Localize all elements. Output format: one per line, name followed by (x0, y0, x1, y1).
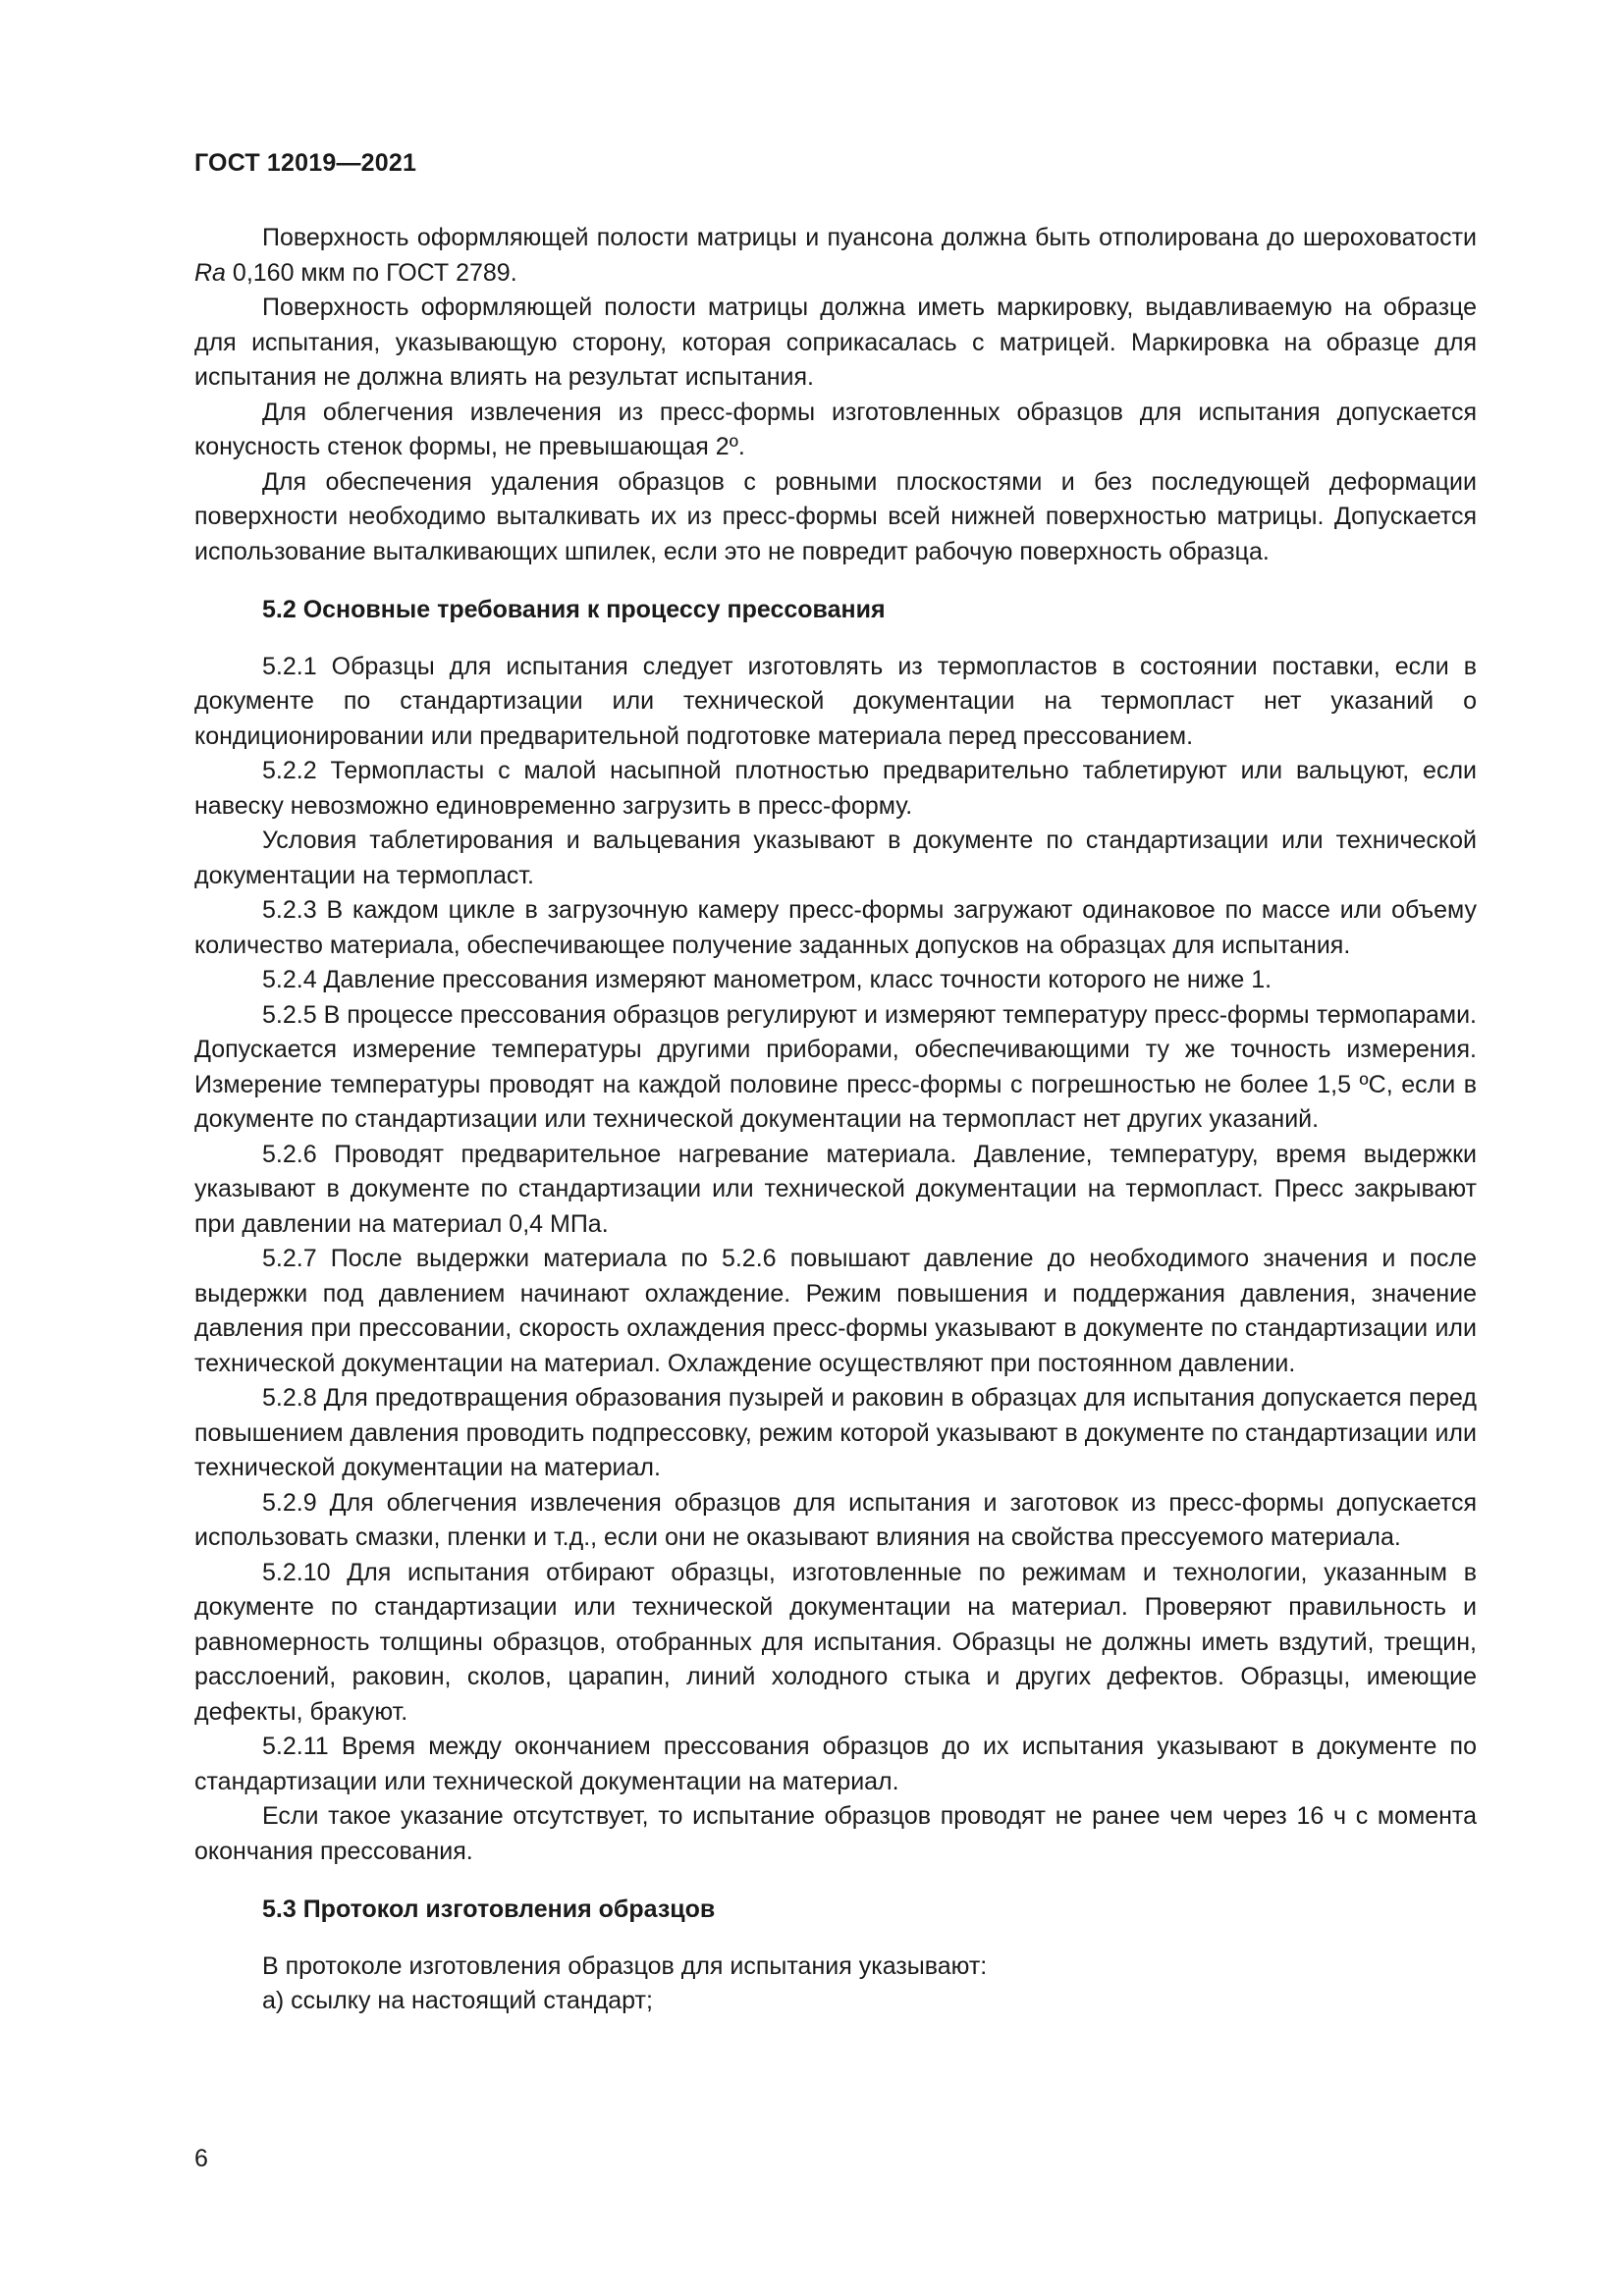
list-item-a: а) ссылку на настоящий стандарт; (262, 1987, 653, 2014)
paragraph-taper: Для облегчения извлечения из пресс-формы изготовленных образцов для испытания допускается конусность стенок формы, не превышающая 2º. (194, 398, 1477, 460)
paragraph-tableting-conditions: Условия таблетирования и вальцевания указывают в документе по стандартизации или технической документации на термопласт. (194, 827, 1477, 889)
clause-5-2-3: 5.2.3 В каждом цикле в загрузочную камеру пресс-формы загружают одинаковое по массе или объему количество материала, обеспечивающее получение заданных допусков на образцах для испытания. (194, 896, 1477, 959)
clause-5-2-8: 5.2.8 Для предотвращения образования пузырей и раковин в образцах для испытания допускается перед повышением давления проводить подпрессовку, режим которой указывают в документе по стандартизации или технической документации на материал. (194, 1384, 1477, 1481)
clause-5-2-1: 5.2.1 Образцы для испытания следует изготовлять из термопластов в состоянии поставки, если в документе по стандартизации или технической документации на термопласт нет указаний о кондиционировании или предварительной подготовке материала перед прессованием. (194, 652, 1477, 750)
clause-5-2-7: 5.2.7 После выдержки материала по 5.2.6 повышают давление до необходимого значения и после выдержки под давлением начинают охлаждение. Режим повышения и поддержания давления, значение давления при прессовании, скорость охлаждения пресс-формы указывают в документе по стандартизации или технической документации на материал. Охлаждение осуществляют при постоянном давлении. (194, 1245, 1477, 1377)
document-body (194, 221, 1477, 2019)
clause-5-2-9: 5.2.9 Для облегчения извлечения образцов для испытания и заготовок из пресс-формы допускается использовать смазки, пленки и т.д., если они не оказывают влияния на свойства прессуемого материала. (194, 1488, 1477, 1551)
clause-5-2-5: 5.2.5 В процессе прессования образцов регулируют и измеряют температуру пресс-формы термопарами. Допускается измерение температуры другими приборами, обеспечивающими ту же точность измерения. Измерение температуры проводят на каждой половине пресс-формы с погрешностью не более 1,5 ºС, если в документе по стандартизации или технической документации на термопласт нет других указаний. (194, 1000, 1477, 1133)
clause-5-2-2: 5.2.2 Термопласты с малой насыпной плотностью предварительно таблетируют или вальцуют, если навеску невозможно единовременно загрузить в пресс-форму. (194, 757, 1477, 820)
page-number: 6 (194, 2145, 208, 2172)
section-heading-5-2: 5.2 Основные требования к процессу прессования (262, 596, 886, 623)
paragraph-polishing: Поверхность оформляющей полости матрицы и пуансона должна быть отполирована до шероховатости Ra 0,160 мкм по ГОСТ 2789. (194, 224, 1477, 287)
paragraph-ejection: Для обеспечения удаления образцов с ровными плоскостями и без последующей деформации поверхности необходимо выталкивать их из пресс-формы всей нижней поверхностью матрицы. Допускается использование выталкивающих шпилек, если это не повредит рабочую поверхность образца. (194, 467, 1477, 565)
paragraph-default-interval: Если такое указание отсутствует, то испытание образцов проводят не ранее чем через 16 ч с момента окончания прессования. (194, 1802, 1477, 1865)
paragraph-protocol-intro: В протоколе изготовления образцов для испытания указывают: (262, 1951, 988, 1980)
section-heading-5-3: 5.3 Протокол изготовления образцов (262, 1896, 716, 1923)
clause-5-2-6: 5.2.6 Проводят предварительное нагревание материала. Давление, температуру, время выдержки указывают в документе по стандартизации или технической документации на термопласт. Пресс закрывают при давлении на материал 0,4 МПа. (194, 1140, 1477, 1238)
roughness-symbol: Ra (194, 258, 226, 287)
clause-5-2-11: 5.2.11 Время между окончанием прессования образцов до их испытания указывают в документе по стандартизации или технической документации на материал. (194, 1733, 1477, 1795)
document-header: ГОСТ 12019—2021 (194, 149, 417, 177)
clause-5-2-10: 5.2.10 Для испытания отбирают образцы, изготовленные по режимам и технологии, указанным в документе по стандартизации или технической документации на материал. Проверяют правильность и равномерность толщины образцов, отобранных для испытания. Образцы не должны иметь вздутий, трещин, расслоений, раковин, сколов, царапин, линий холодного стыка и других дефектов. Образцы, имеющие дефекты, бракуют. (194, 1558, 1477, 1726)
clause-5-2-4: 5.2.4 Давление прессования измеряют манометром, класс точности которого не ниже 1. (262, 966, 1272, 993)
paragraph-marking: Поверхность оформляющей полости матрицы должна иметь маркировку, выдавливаемую на образце для испытания, указывающую сторону, которая соприкасалась с матрицей. Маркировка на образце для испытания не должна влиять на результат испытания. (194, 294, 1477, 391)
